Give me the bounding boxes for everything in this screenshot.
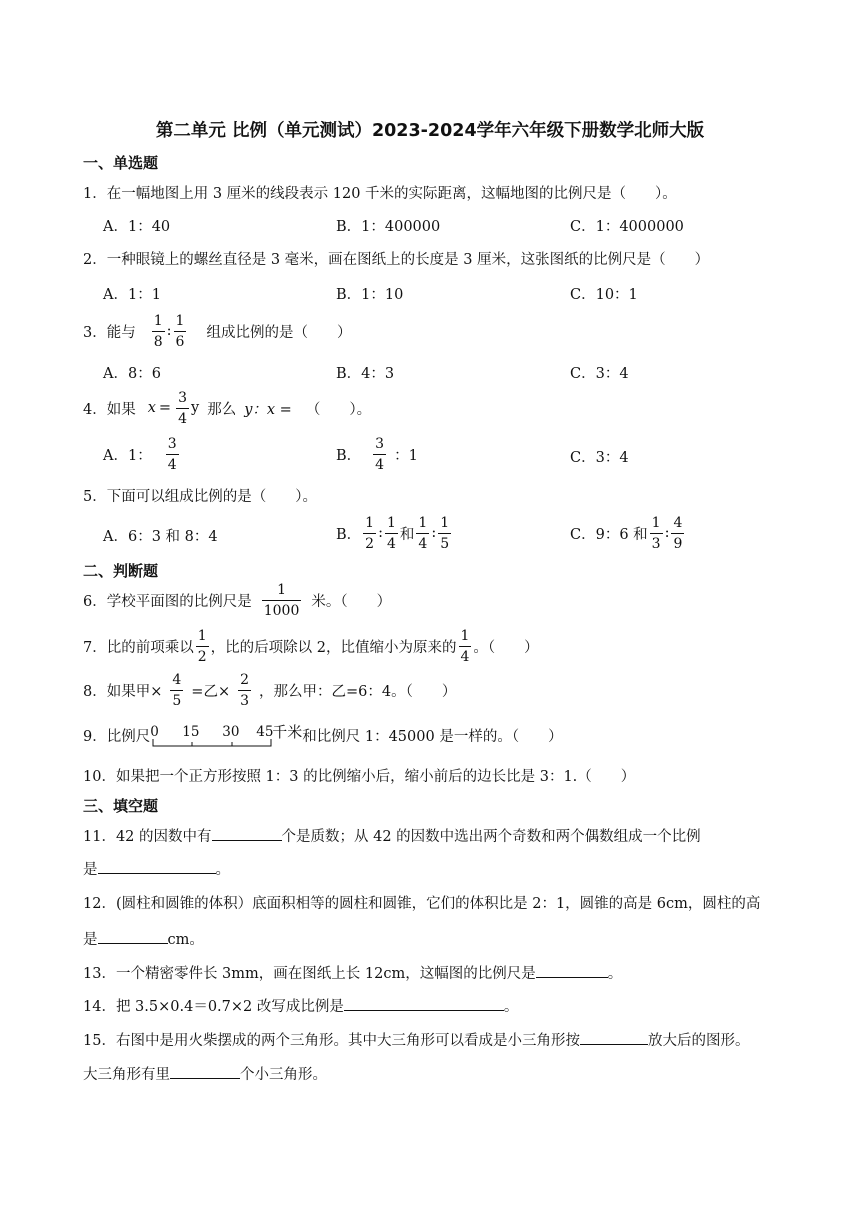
scale-tick-label-45: 45 [256, 724, 274, 740]
q3-option-c[interactable]: C．3：4 [570, 366, 629, 382]
question-12-line-1: 12．(圆柱和圆锥的体积）底面积相等的圆柱和圆锥，它们的体积比是 2：1，圆锥的高是 6cm，圆柱的高 [83, 896, 761, 912]
question-11-line-2: 是 。 [83, 858, 230, 879]
scale-bar [150, 724, 272, 746]
question-6: 6．学校平面图的比例尺是 $\frac{1}{1000}$ 米。（ ） [83, 581, 392, 619]
question-3 [83, 309, 351, 353]
q5-option-a[interactable]: A．6：3 和 8：4 [103, 529, 218, 545]
q4-y: y [191, 400, 200, 416]
q4-option-b[interactable]: B． $\frac{3}{4}$ ：1 [336, 435, 418, 473]
q8-fraction-1: $\frac{4}{5}$ [172, 671, 182, 709]
question-8: 8．如果甲× $\frac{4}{5}$ =乙× $\frac{2}{3}$ ，那么甲：乙=6：4。（ ） [83, 671, 457, 709]
q14-blank[interactable] [344, 996, 504, 1012]
q5-option-b[interactable]: B． $\frac{1}{2}$ : $\frac{1}{4}$ 和 $\frac{1}{4}$ : $\frac{1}{5}$ [336, 514, 450, 552]
question-2: 2．一种眼镜上的螺丝直径是 3 毫米，画在图纸上的长度是 3 厘米，这张图纸的比例尺是（ ） [83, 252, 710, 268]
question-13: 13．一个精密零件长 3mm，画在图纸上长 12cm，这幅图的比例尺是 。 [83, 962, 622, 983]
q1-option-a[interactable]: A．1：40 [103, 219, 171, 235]
q4-option-b-fraction: $\frac{3}{4}$ [375, 435, 385, 473]
q2-option-a[interactable]: A．1：1 [103, 287, 161, 303]
question-4 [83, 386, 371, 430]
q7-fraction-1: $\frac{1}{2}$ [197, 627, 207, 665]
question-15-line-2: 大三角形有里 个小三角形。 [83, 1063, 327, 1084]
q4-prefix: 4．如果 [83, 401, 136, 418]
q3-option-b[interactable]: B．4：3 [336, 366, 395, 382]
q3-fraction-1: $\frac{1}{8}$ [153, 312, 163, 350]
q4-option-a-fraction: $\frac{3}{4}$ [167, 435, 177, 473]
scale-tick-label-30: 30 [222, 724, 240, 740]
q2-option-c[interactable]: C．10：1 [570, 287, 638, 303]
q4-fraction: $\frac{3}{4}$ [178, 389, 187, 427]
scale-bar-line [150, 738, 274, 748]
q5-c-fraction-2: $\frac{4}{9}$ [673, 514, 683, 552]
q5-b-fraction-1: $\frac{1}{2}$ [365, 514, 375, 552]
question-11-line-1: 11．42 的因数中有 个是质数；从 42 的因数中选出两个奇数和两个偶数组成一个比例 [83, 825, 701, 846]
scale-unit: 千米 [272, 722, 303, 741]
q5-b-fraction-2: $\frac{1}{4}$ [386, 514, 396, 552]
q5-b-fraction-4: $\frac{1}{5}$ [440, 514, 450, 552]
q5-b-fraction-3: $\frac{1}{4}$ [418, 514, 428, 552]
q1-option-c[interactable]: C．1：4000000 [570, 219, 684, 235]
q4-equals: = [158, 400, 172, 416]
q1-option-b[interactable]: B．1：400000 [336, 219, 441, 235]
section-heading-fill-in: 三、填空题 [83, 797, 159, 815]
page-title: 第二单元 比例（单元测试）2023-2024学年六年级下册数学北师大版 [155, 121, 705, 141]
question-7: 7．比的前项乘以 $\frac{1}{2}$ ，比的后项除以 2，比值缩小为原来的 $\frac{1}{4}$ 。（ ） [83, 627, 539, 665]
question-1: 1．在一幅地图上用 3 厘米的线段表示 120 千米的实际距离，这幅地图的比例尺是（ ）。 [83, 186, 677, 202]
q5-option-c[interactable]: C．9：6 和 $\frac{1}{3}$ : $\frac{4}{9}$ [570, 514, 683, 552]
q6-fraction: $\frac{1}{1000}$ [263, 581, 300, 619]
q3-colon: : [166, 323, 172, 339]
question-15-line-1: 15．右图中是用火柴摆成的两个三角形。其中大三角形可以看成是小三角形按 放大后的图形。 [83, 1029, 749, 1050]
question-9: 9．比例尺 0 15 30 45 千米 和比例尺 1：45000 是一样的。（ ） [83, 722, 563, 748]
section-heading-true-false: 二、判断题 [83, 562, 159, 580]
q15-blank-1[interactable] [580, 1030, 648, 1046]
q4-option-c[interactable]: C．3：4 [570, 450, 629, 466]
q3-option-a[interactable]: A．8：6 [103, 366, 161, 382]
question-10: 10．如果把一个正方形按照 1：3 的比例缩小后，缩小前后的边长比是 3：1.（ ） [83, 769, 636, 785]
section-heading-single-choice: 一、单选题 [83, 154, 159, 172]
q12-blank[interactable] [98, 929, 168, 945]
q5-c-fraction-1: $\frac{1}{3}$ [651, 514, 661, 552]
q13-blank[interactable] [536, 963, 608, 979]
q4-expression: y：x = [244, 401, 292, 418]
q15-blank-2[interactable] [170, 1064, 240, 1080]
q11-blank-1[interactable] [212, 826, 282, 842]
question-14: 14．把 3.5×0.4＝0.7×2 改写成比例是 。 [83, 995, 518, 1016]
q4-x: x [147, 400, 156, 416]
scale-tick-label-15: 15 [182, 724, 200, 740]
question-5: 5．下面可以组成比例的是（ ）。 [83, 489, 317, 505]
q3-suffix: 组成比例的是（ ） [206, 324, 352, 341]
q4-then: 那么 [207, 401, 237, 418]
q11-blank-2[interactable] [98, 859, 216, 875]
q7-fraction-2: $\frac{1}{4}$ [460, 627, 470, 665]
q4-suffix: （ ）。 [305, 401, 372, 418]
q8-fraction-2: $\frac{2}{3}$ [240, 671, 250, 709]
scale-tick-label-0: 0 [150, 724, 159, 740]
q2-option-b[interactable]: B．1：10 [336, 287, 404, 303]
q4-option-a[interactable]: A．1： $\frac{3}{4}$ [103, 435, 177, 473]
q3-prefix: 3．能与 [83, 324, 136, 341]
q3-fraction-2: $\frac{1}{6}$ [175, 312, 185, 350]
question-12-line-2: 是 cm。 [83, 928, 204, 949]
